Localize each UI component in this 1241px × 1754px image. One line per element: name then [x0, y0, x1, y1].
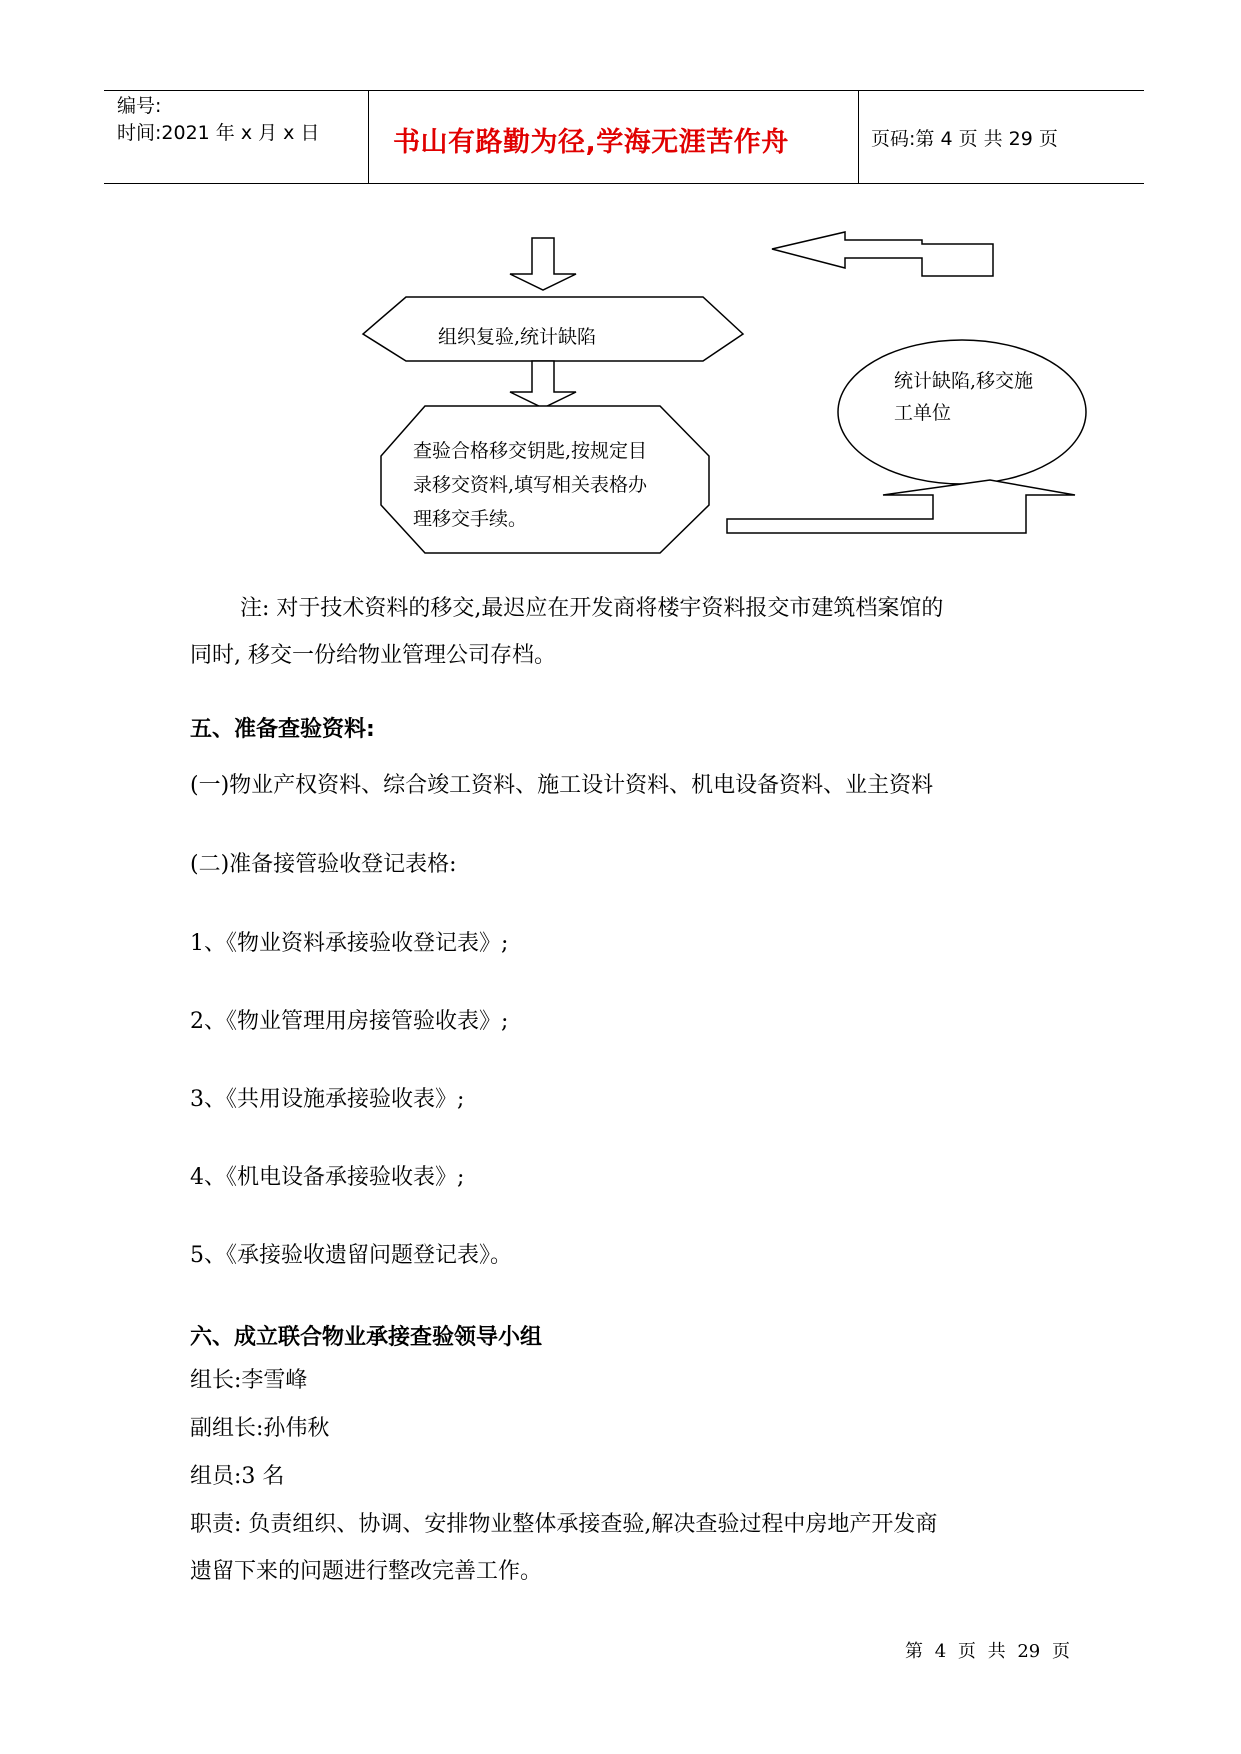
note-line-1: 注: 对于技术资料的移交,最迟应在开发商将楼宇资料报交市建筑档案馆的	[240, 596, 944, 621]
defects-node-line-1: 统计缺陷,移交施	[894, 370, 1034, 392]
duties-line-2: 遗留下来的问题进行整改完善工作。	[190, 1559, 543, 1584]
handover-node-line-1: 查验合格移交钥匙,按规定目	[413, 440, 648, 462]
group-members: 组员:3 名	[190, 1464, 285, 1489]
handover-node-line-3: 理移交手续。	[413, 508, 528, 530]
handover-node-line-2: 录移交资料,填写相关表格办	[413, 474, 648, 496]
form-item-1: 1、《物业资料承接验收登记表》;	[190, 931, 509, 956]
down-arrow-middle	[510, 361, 576, 408]
header-number-label: 编号:	[117, 95, 162, 117]
section5-item-b: (二)准备接管验收登记表格:	[190, 852, 457, 877]
duties-line-1: 职责: 负责组织、协调、安排物业整体承接查验,解决查验过程中房地产开发商	[190, 1512, 938, 1537]
section5-item-a: (一)物业产权资料、综合竣工资料、施工设计资料、机电设备资料、业主资料	[190, 773, 934, 798]
header-motto: 书山有路勤为径,学海无涯苦作舟	[393, 127, 789, 158]
down-arrow-top	[510, 238, 576, 290]
flowchart	[0, 0, 1241, 600]
defects-node-line-2: 工单位	[894, 402, 952, 424]
section6-title: 六、成立联合物业承接查验领导小组	[190, 1325, 543, 1350]
bent-arrow-to-defects	[727, 480, 1075, 533]
note-line-2: 同时, 移交一份给物业管理公司存档。	[190, 643, 556, 668]
group-leader: 组长:李雪峰	[190, 1368, 308, 1393]
form-item-5: 5、《承接验收遗留问题登记表》。	[190, 1243, 512, 1268]
group-deputy: 副组长:孙伟秋	[190, 1416, 330, 1441]
header-time-label: 时间:2021 年 x 月 x 日	[117, 122, 320, 144]
page-footer: 第 4 页 共 29 页	[905, 1641, 1070, 1662]
form-item-3: 3、《共用设施承接验收表》;	[190, 1087, 465, 1112]
section5-title: 五、准备查验资料:	[190, 717, 375, 742]
defects-node-shape	[838, 340, 1086, 484]
form-item-4: 4、《机电设备承接验收表》;	[190, 1165, 465, 1190]
header-page-code: 页码:第 4 页 共 29 页	[871, 128, 1058, 150]
left-arrow-return	[772, 232, 993, 276]
form-item-2: 2、《物业管理用房接管验收表》;	[190, 1009, 509, 1034]
reinspect-node-text: 组织复验,统计缺陷	[438, 326, 597, 348]
